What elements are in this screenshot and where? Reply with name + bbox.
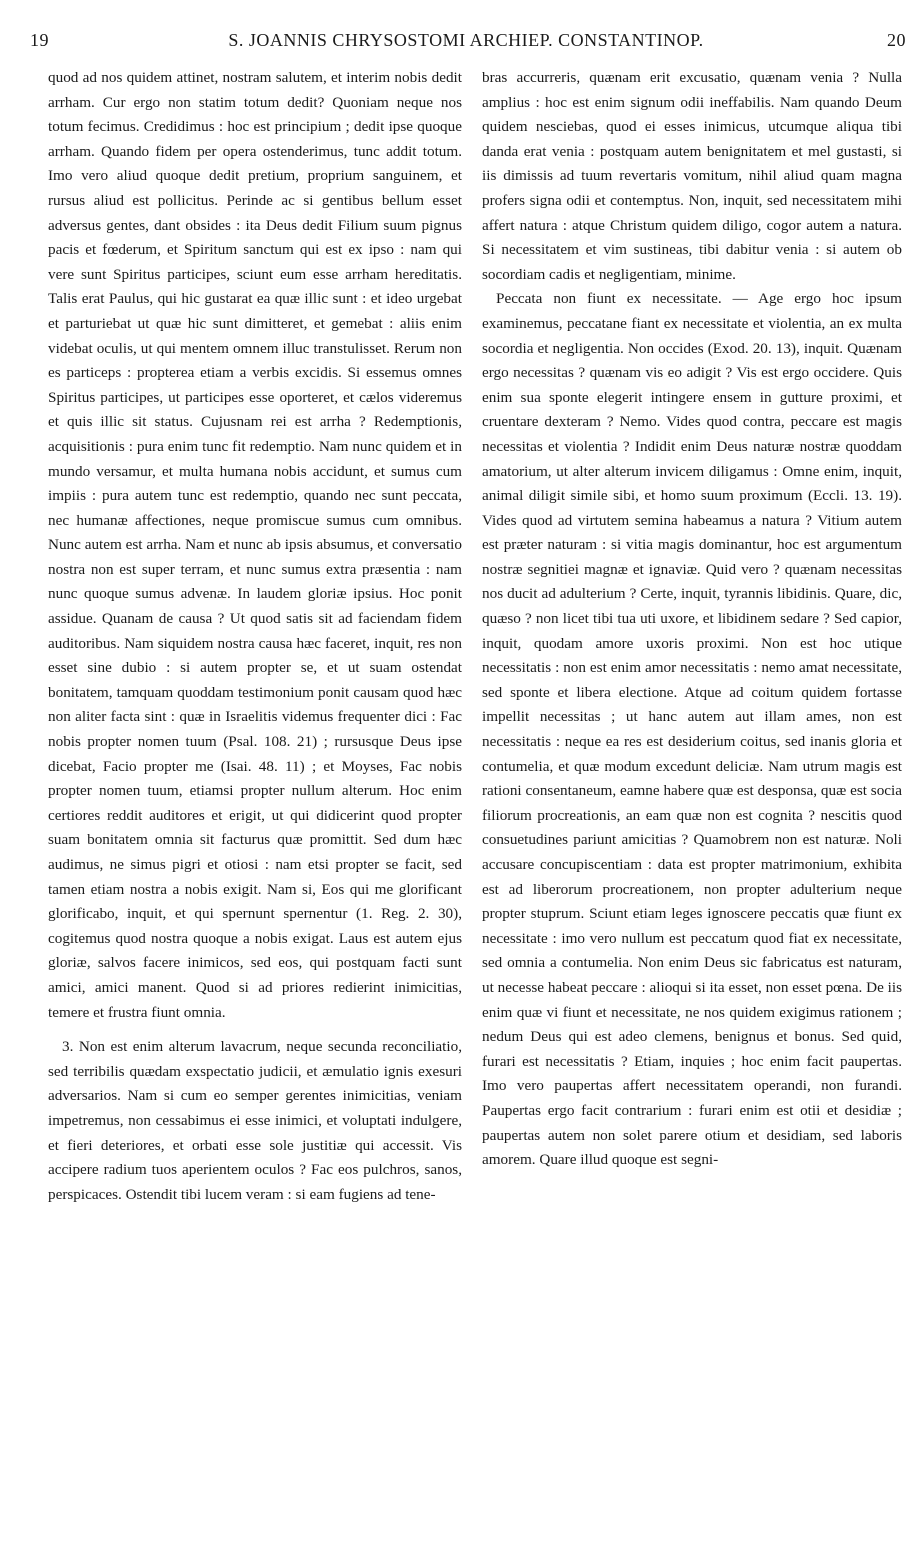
page-number-right: 20 [887,30,906,50]
paragraph: Peccata non fiunt ex necessitate. — Age ergo hoc ipsum examinemus, peccatane fiant ex necessitate et violentia, an ex multa socordia et negligentia. Non occides (Exod. 20. 13), inquit. Quænam ergo necessitas ? quænam vis eo adigit ? Vis est ergo occidere. Quis enim sua sponte elegerit intingere ensem in gutture proximi, et cruentare dexteram ? Nemo. Vides quod contra, peccare est magis necessitas et violentia ? Indidit enim Deus naturæ nostræ quoddam amatorium, ut alter alterum invicem diligamus : Omne enim, inquit, animal diligit simile sibi, et homo suum proximum (Eccli. 13. 19). Vides quod ad virtutem semina habeamus a natura ? Vitium autem est præter naturam : si vitia magis dominantur, hoc est argumentum nostræ segnitiei magnæ et ignaviæ. Quid vero ? quænam necessitas nos ducit ad adulterium ? Certe, inquit, tyrannis libidinis. Quare, dic, quæso ? non licet tibi tua uti uxore, et libidinem sedare ? Sed capior, inquit, quodam amore uxoris proximi. Non est hoc utique necessitatis : non est enim amor necessitatis : nemo amat necessitate, sed sponte et libera electione. Atque ad coitum quidem fortasse impellit necessitas ; ut hanc autem aut illam ames, non est necessitatis : neque ea res est desiderium coitus, sed inanis gloria et contumelia, et quæ modum excedunt deliciæ. Nam utrum magis est rationi consentaneum, eamne habere quæ est desponsa, quæ est socia filiorum procreationis, an eam quæ non est cognita ? nescitis quod consuetudines pariunt amicitias ? Quamobrem non est naturæ. Noli accusare concupiscentiam : data est propter matrimonium, exhibita est ad liberorum procreationem, non propter adulterium neque propter stuprum. Sciunt etiam leges ignoscere peccatis quæ fiunt ex necessitate : imo vero nullum est peccatum quod fiat ex necessitate, sed omnia a contumelia. Non enim Deus sic fabricatus est naturam, ut necesse habeat peccare : alioqui si ita esset, non esset pœna. De iis enim quæ vi fiunt et necessitate, ne nos quidem exigimus rationem ; nedum Deus qui est adeo clemens, benignus et bonus. Sed quid, furari est necessitatis ? Etiam, inquies ; hoc enim facit paupertas. Imo vero paupertas affert necessitatem operandi, non furandi. Paupertas ergo facit contrarium : furari enim est otii et desidiæ ; paupertas autem non solet parere otium et desidiam, sed laboris amorem. Quare illud quoque est segni- [482,290,902,1169]
left-column [48,66,462,1207]
running-title: S. JOANNIS CHRYSOSTOMI ARCHIEP. CONSTANTINOP. [228,30,704,50]
right-column [482,66,902,1173]
paragraph: quod ad nos quidem attinet, nostram salutem, et interim nobis dedit arrham. Cur ergo non statim totum dedit? Quoniam neque nos totum fecimus. Credidimus : hoc est principium ; dedit ipse quoque arrham. Quando fidem per opera ostenderimus, tunc addit totum. Imo vero aliud quoque dedit pretium, proprium sanguinem, et rursus aliud est pollicitus. Perinde ac si gentibus bellum esset adversus gentes, dant obsides : ita Deus dedit Filium suum pignus pacis et fœderum, et Spiritum sanctum qui est ex ipso : nam qui vere sunt Spiritus participes, sciunt eum esse arrham hereditatis. Talis erat Paulus, qui hic gustarat ea quæ illic sunt : et ideo urgebat et parturiebat ut quæ hic sunt dimitteret, et gemebat : aliis enim videbat oculis, ut qui mentem omnem illuc transtulisset. Rerum non es particeps : propterea etiam a verbis excidis. Si essemus omnes Spiritus participes, ut participes esse oporteret, et cælos videremus et quis illic sit status. Cujusnam rei est arrha ? Redemptionis, acquisitionis : pura enim tunc fit redemptio. Nam nunc quidem et in mundo versamur, et multa humana nobis accidunt, et sumus cum impiis : pura autem tunc est redemptio, quando nec sunt peccata, nec humanæ affectiones, neque promiscue sumus cum omnibus. Nunc autem est arrha. Nam et nunc ab ipsis absumus, et conversatio nostra non est super terram, et nunc sumus extra præsentia : nam nunc quoque sumus advenæ. In laudem gloriæ ipsius. Hoc ponit assidue. Quanam de causa ? Ut quod satis sit ad faciendam fidem auditoribus. Nam siquidem nostra causa hæc faceret, inquit, res non esset sine dubio : si autem propter se, et ut suam ostendat bonitatem, tamquam quoddam testimonium ponit causam quod hæc non aliter facta sint : quæ in Israelitis videmus frequenter dici : Fac nobis propter nomen tuum (Psal. 108. 21) ; rursusque Deus ipse dicebat, Facio propter me (Isai. 48. 11) ; et Moyses, Fac nobis propter nomen tuum, etiamsi propter nullum alterum. Hoc enim certiores reddit auditores et erigit, ut qui didicerint quod propter suam bonitatem omnia sit facturus quæ promittit. Sed dum hæc audimus, ne simus pigri et otiosi : nam etsi propter se facit, sed tamen etiam nostra a nobis exigit. Nam si, Eos qui me glorificant glorificabo, inquit, et qui spernunt spernentur (1. Reg. 2. 30), cogitemus quod nostra quoque a nobis exigat. Laus est autem ejus gloriæ, salvos facere inimicos, sed eos, qui postquam facti sunt amici, amici manent. Quod si ad priores redierint inimicitias, temere et frustra fiunt omnia. [48,69,462,1021]
page-header [26,30,906,58]
paragraph: 3. Non est enim alterum lavacrum, neque secunda reconciliatio, sed terribilis quædam exspectatio judicii, et æmulatio ignis exesuri adversarios. Nam si cum eo semper gerentes inimicitias, veniam impetremus, non cessabimus ei esse inimici, et voluptati indulgere, et fieri deteriores, et orbati esse sole justitiæ qui accessit. Vis accipere radium tuos aperientem oculos ? Fac eos pulchros, sanos, perspicaces. Ostendit tibi lucem veram : si eam fugiens ad tene- [48,1038,462,1203]
page-number-left: 19 [30,30,49,50]
paragraph: bras accurreris, quænam erit excusatio, quænam venia ? Nulla amplius : hoc est enim signum odii ineffabilis. Nam quando Deum quidem nesciebas, quod ei esses inimicus, utcumque aliqua tibi danda erat venia : postquam autem benignitatem et mel gustasti, si iis dimissis ad tuum revertaris vomitum, nihil aliud quam magna profers signa odii et contemptus. Non, inquit, sed necessitatem mihi affert natura : atque Christum quidem diligo, cogor autem a natura. Si necessitatem et vim sustineas, tibi dabitur venia : si autem ob socordiam cadis et negligentiam, minime. [482,69,902,283]
